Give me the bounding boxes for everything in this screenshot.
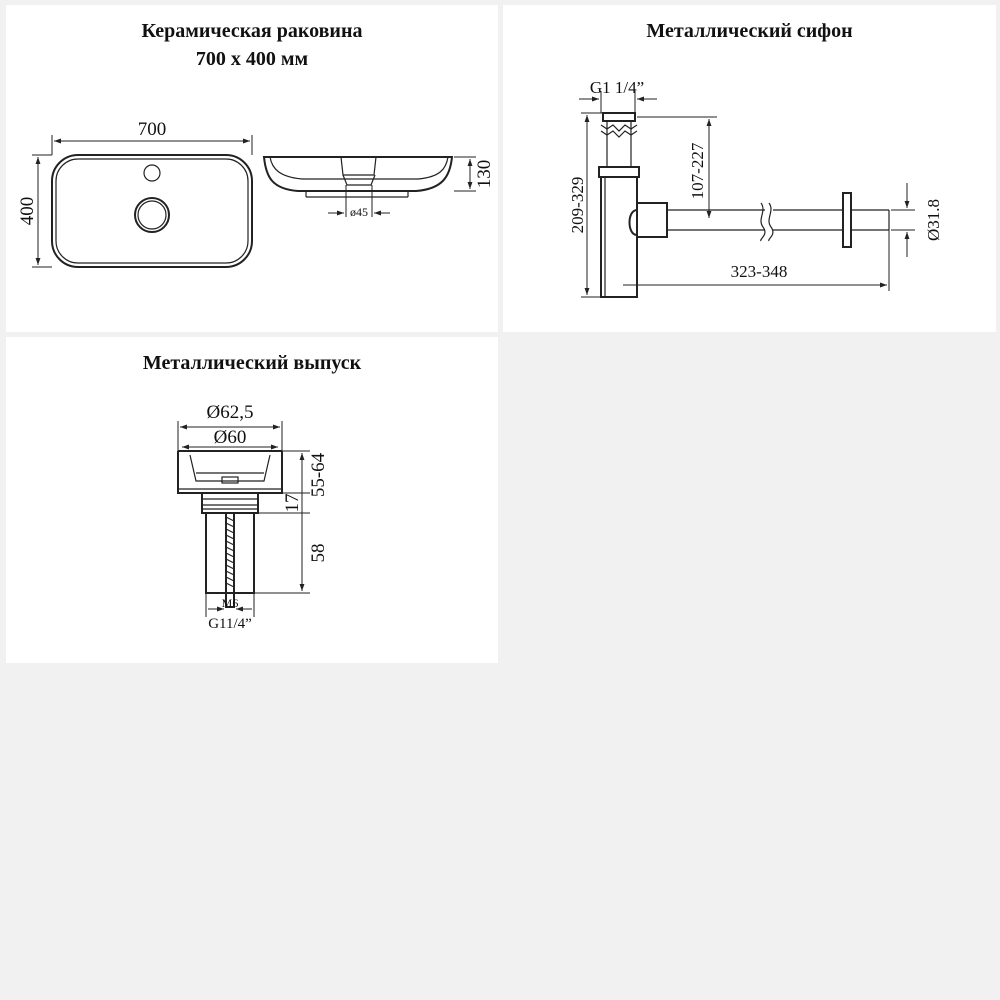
sink-title: Керамическая раковина [141,20,363,42]
drain-drawing [6,337,498,663]
siphon-height-label: 209-329 [568,176,587,234]
sink-depth-label: 130 [474,159,495,189]
siphon-title: Металлический сифон [646,20,853,42]
drain-cap-height-label: 17 [282,493,303,513]
drain-outer-diameter-label: Ø62,5 [206,402,254,423]
siphon-length-dimension [623,230,889,291]
siphon-length-label: 323-348 [730,262,788,281]
siphon-inlet-label: 107-227 [688,142,707,200]
drain-inner-diameter-label: Ø60 [213,427,247,448]
sink-side-view [264,157,452,197]
drain-thread-label: G11/4” [208,616,252,632]
drain-body-height-label: 58 [308,543,329,563]
sink-drain-label: ø45 [350,205,368,219]
sink-drawing [6,5,498,332]
sink-panel [6,5,498,332]
siphon-drawing [503,5,996,332]
drain-title: Металлический выпуск [142,352,362,374]
drain-total-height-label: 55-64 [308,452,329,498]
sink-height-label: 400 [17,196,38,226]
sink-subtitle: 700 х 400 мм [195,48,309,70]
siphon-thread-label: G1 1/4” [589,78,645,97]
siphon-diameter-dimension [891,183,915,257]
drain-screw-label: M6 [221,596,239,610]
sink-depth-dimension [454,157,476,191]
drain-body [178,451,282,617]
siphon-diameter-label: Ø31.8 [924,198,943,242]
siphon-panel [503,5,996,332]
sink-width-label: 700 [137,119,167,140]
drain-panel [6,337,498,663]
sink-top-view [52,155,252,267]
